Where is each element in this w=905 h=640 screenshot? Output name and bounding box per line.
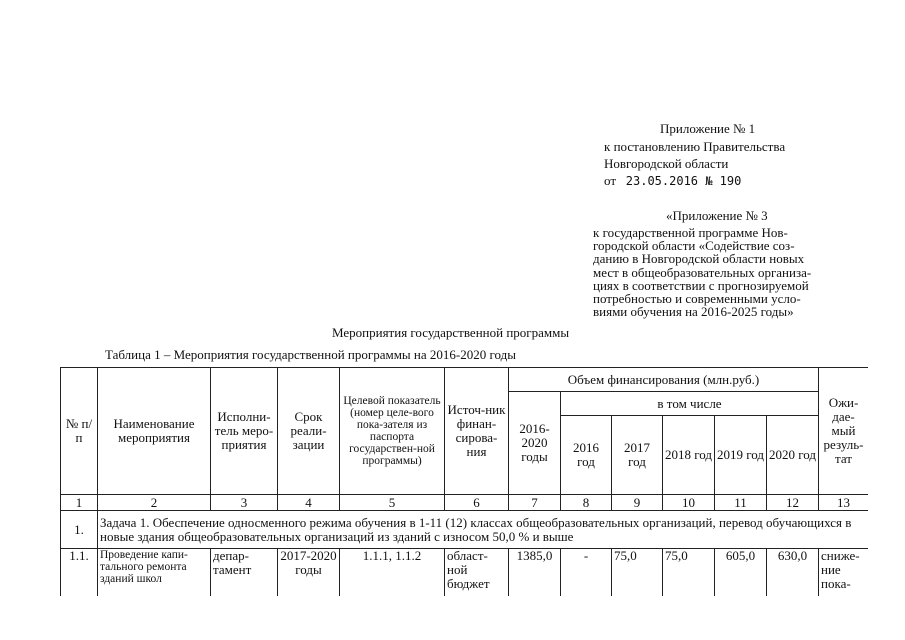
row-name: Проведение капи-тального ремонта зданий школ <box>98 549 211 597</box>
appendix3-line: потребностью и современными усло- <box>593 291 801 307</box>
row-2018: 75,0 <box>663 549 715 597</box>
appendix3-line: мест в общеобразовательных организа- <box>593 264 812 280</box>
appendix3-title: «Приложение № 3 <box>666 208 768 223</box>
header-term: Срок реали-зации <box>278 368 340 495</box>
col-number: 5 <box>340 495 445 511</box>
task-num: 1. <box>61 511 98 549</box>
col-number: 3 <box>211 495 278 511</box>
appendix3-line: к государственной программе Нов- <box>593 225 788 240</box>
appendix3-line: циях в соответствии с прогнозируемой <box>593 277 809 293</box>
col-number: 6 <box>445 495 509 511</box>
header-total: 2016-2020 годы <box>509 392 561 495</box>
col-number: 11 <box>715 495 767 511</box>
col-number: 8 <box>561 495 612 511</box>
row-2020: 630,0 <box>767 549 819 597</box>
col-number: 7 <box>509 495 561 511</box>
col-number: 1 <box>61 495 98 511</box>
header-name: Наименование мероприятия <box>98 368 211 495</box>
header-expected: Ожи-дае-мый резуль-тат <box>819 368 868 495</box>
header-2016: 2016 год <box>561 416 612 495</box>
col-number: 9 <box>612 495 663 511</box>
header-2019: 2019 год <box>715 416 767 495</box>
col-number: 10 <box>663 495 715 511</box>
appendix1-line1: к постановлению Правительства <box>604 139 786 154</box>
row-num: 1.1. <box>61 549 98 597</box>
row-term: 2017-2020 годы <box>278 549 340 597</box>
appendix3-text <box>593 226 811 318</box>
header-2020: 2020 год <box>767 416 819 495</box>
task-text: Задача 1. Обеспечение односменного режима обучения в 1-11 (12) классах общеобразовательных организаций, перевод обучающихся в новые здания общеобразовательных организаций из зданий с износом 50,0 % и выше <box>98 511 869 549</box>
appendix1-date-prefix: от <box>604 173 617 188</box>
header-2017: 2017 год <box>612 416 663 495</box>
appendix1-line2: Новгородской области <box>604 156 729 171</box>
header-executor: Исполни-тель меро-приятия <box>211 368 278 495</box>
row-indicator: 1.1.1, 1.1.2 <box>340 549 445 597</box>
appendix1-date-value: 23.05.2016 № 190 <box>625 174 742 188</box>
measures-table-container <box>60 367 868 596</box>
appendix3-line: городской области «Содействие соз- <box>593 238 795 254</box>
measures-table <box>60 367 868 596</box>
header-indicator: Целевой показатель (номер целе-вого пока-зателя из паспорта государствен-ной программы) <box>340 368 445 495</box>
table-caption: Таблица 1 – Мероприятия государственной программы на 2016-2020 годы <box>105 347 516 362</box>
col-number: 12 <box>767 495 819 511</box>
appendix3-line: виями обучения на 2016-2025 годы» <box>593 304 794 320</box>
row-source: област-ной бюджет <box>445 549 509 597</box>
col-number: 2 <box>98 495 211 511</box>
appendix1-title: Приложение № 1 <box>660 121 756 136</box>
col-number: 13 <box>819 495 868 511</box>
row-executor: депар-тамент <box>211 549 278 597</box>
header-including: в том числе <box>561 392 819 416</box>
appendix3-line: данию в Новгородской области новых <box>593 251 805 267</box>
row-2019: 605,0 <box>715 549 767 597</box>
section-title: Мероприятия государственной программы <box>332 325 570 340</box>
row-total: 1385,0 <box>509 549 561 597</box>
header-source: Источ-ник финан-сирова-ния <box>445 368 509 495</box>
row-2016: - <box>561 549 612 597</box>
appendix1-date <box>604 173 741 189</box>
header-2018: 2018 год <box>663 416 715 495</box>
header-volume: Объем финансирования (млн.руб.) <box>509 368 819 392</box>
header-num: № п/п <box>61 368 98 495</box>
row-expected: сниже-ние пока- <box>819 549 868 597</box>
row-2017: 75,0 <box>612 549 663 597</box>
col-number: 4 <box>278 495 340 511</box>
